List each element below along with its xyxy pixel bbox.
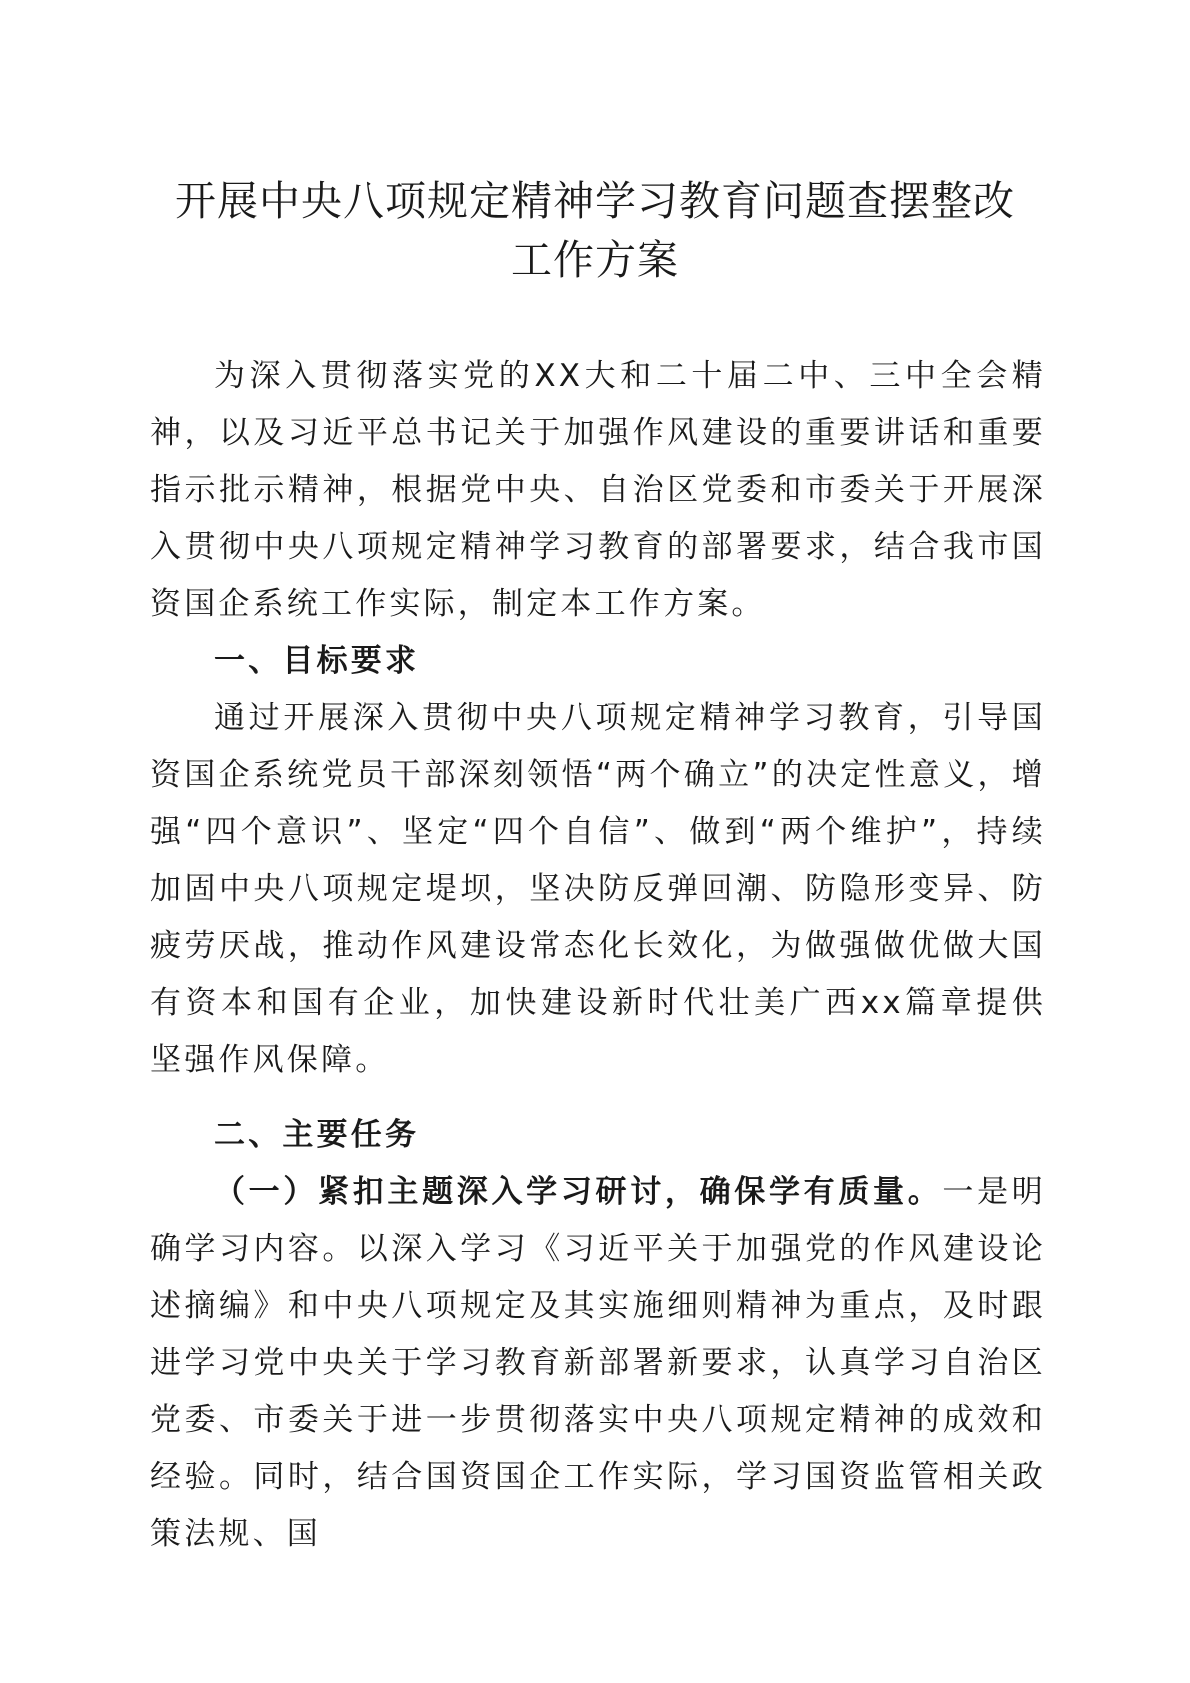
section-1-paragraph: 通过开展深入贯彻中央八项规定精神学习教育，引导国资国企系统党员干部深刻领悟“两个确立”的决定性意义，增强“四个意识”、坚定“四个自信”、做到“两个维护”，持续加固中央八项规定堤坝，坚决防反弹回潮、防隐形变异、防疲劳厌战，推动作风建设常态化长效化，为做强做优做大国有资本和国有企业，加快建设新时代壮美广西xx篇章提供坚强作风保障。 xyxy=(150,700,1046,1078)
document-title-line-1: 开展中央八项规定精神学习教育问题查摆整改 xyxy=(175,177,1015,225)
section-2-item-1-text: 一是明确学习内容。以深入学习《习近平关于加强党的作风建设论述摘编》和中央八项规定及其实施细则精神为重点，及时跟进学习党中央关于学习教育新部署新要求，认真学习自治区党委、市委关于进一步贯彻落实中央八项规定精神的成效和经验。同时，结合国资国企工作实际，学习国资监管相关政策法规、国 xyxy=(150,1174,1046,1552)
section-2-item-1-paragraph xyxy=(150,1164,1046,1563)
intro-paragraph: 为深入贯彻落实党的XX大和二十届二中、三中全会精神，以及习近平总书记关于加强作风建设的重要讲话和重要指示批示精神，根据党中央、自治区党委和市委关于开展深入贯彻中央八项规定精神学习教育的部署要求，结合我市国资国企系统工作实际，制定本工作方案。 xyxy=(150,358,1046,622)
document-title-line-2: 工作方案 xyxy=(511,236,679,284)
section-2-item-1-lead: （一）紧扣主题深入学习研讨，确保学有质量。 xyxy=(214,1174,943,1210)
section-2-heading: 二、主要任务 xyxy=(214,1117,420,1153)
section-1-heading: 一、目标要求 xyxy=(214,643,420,679)
document-body xyxy=(150,348,1046,1563)
